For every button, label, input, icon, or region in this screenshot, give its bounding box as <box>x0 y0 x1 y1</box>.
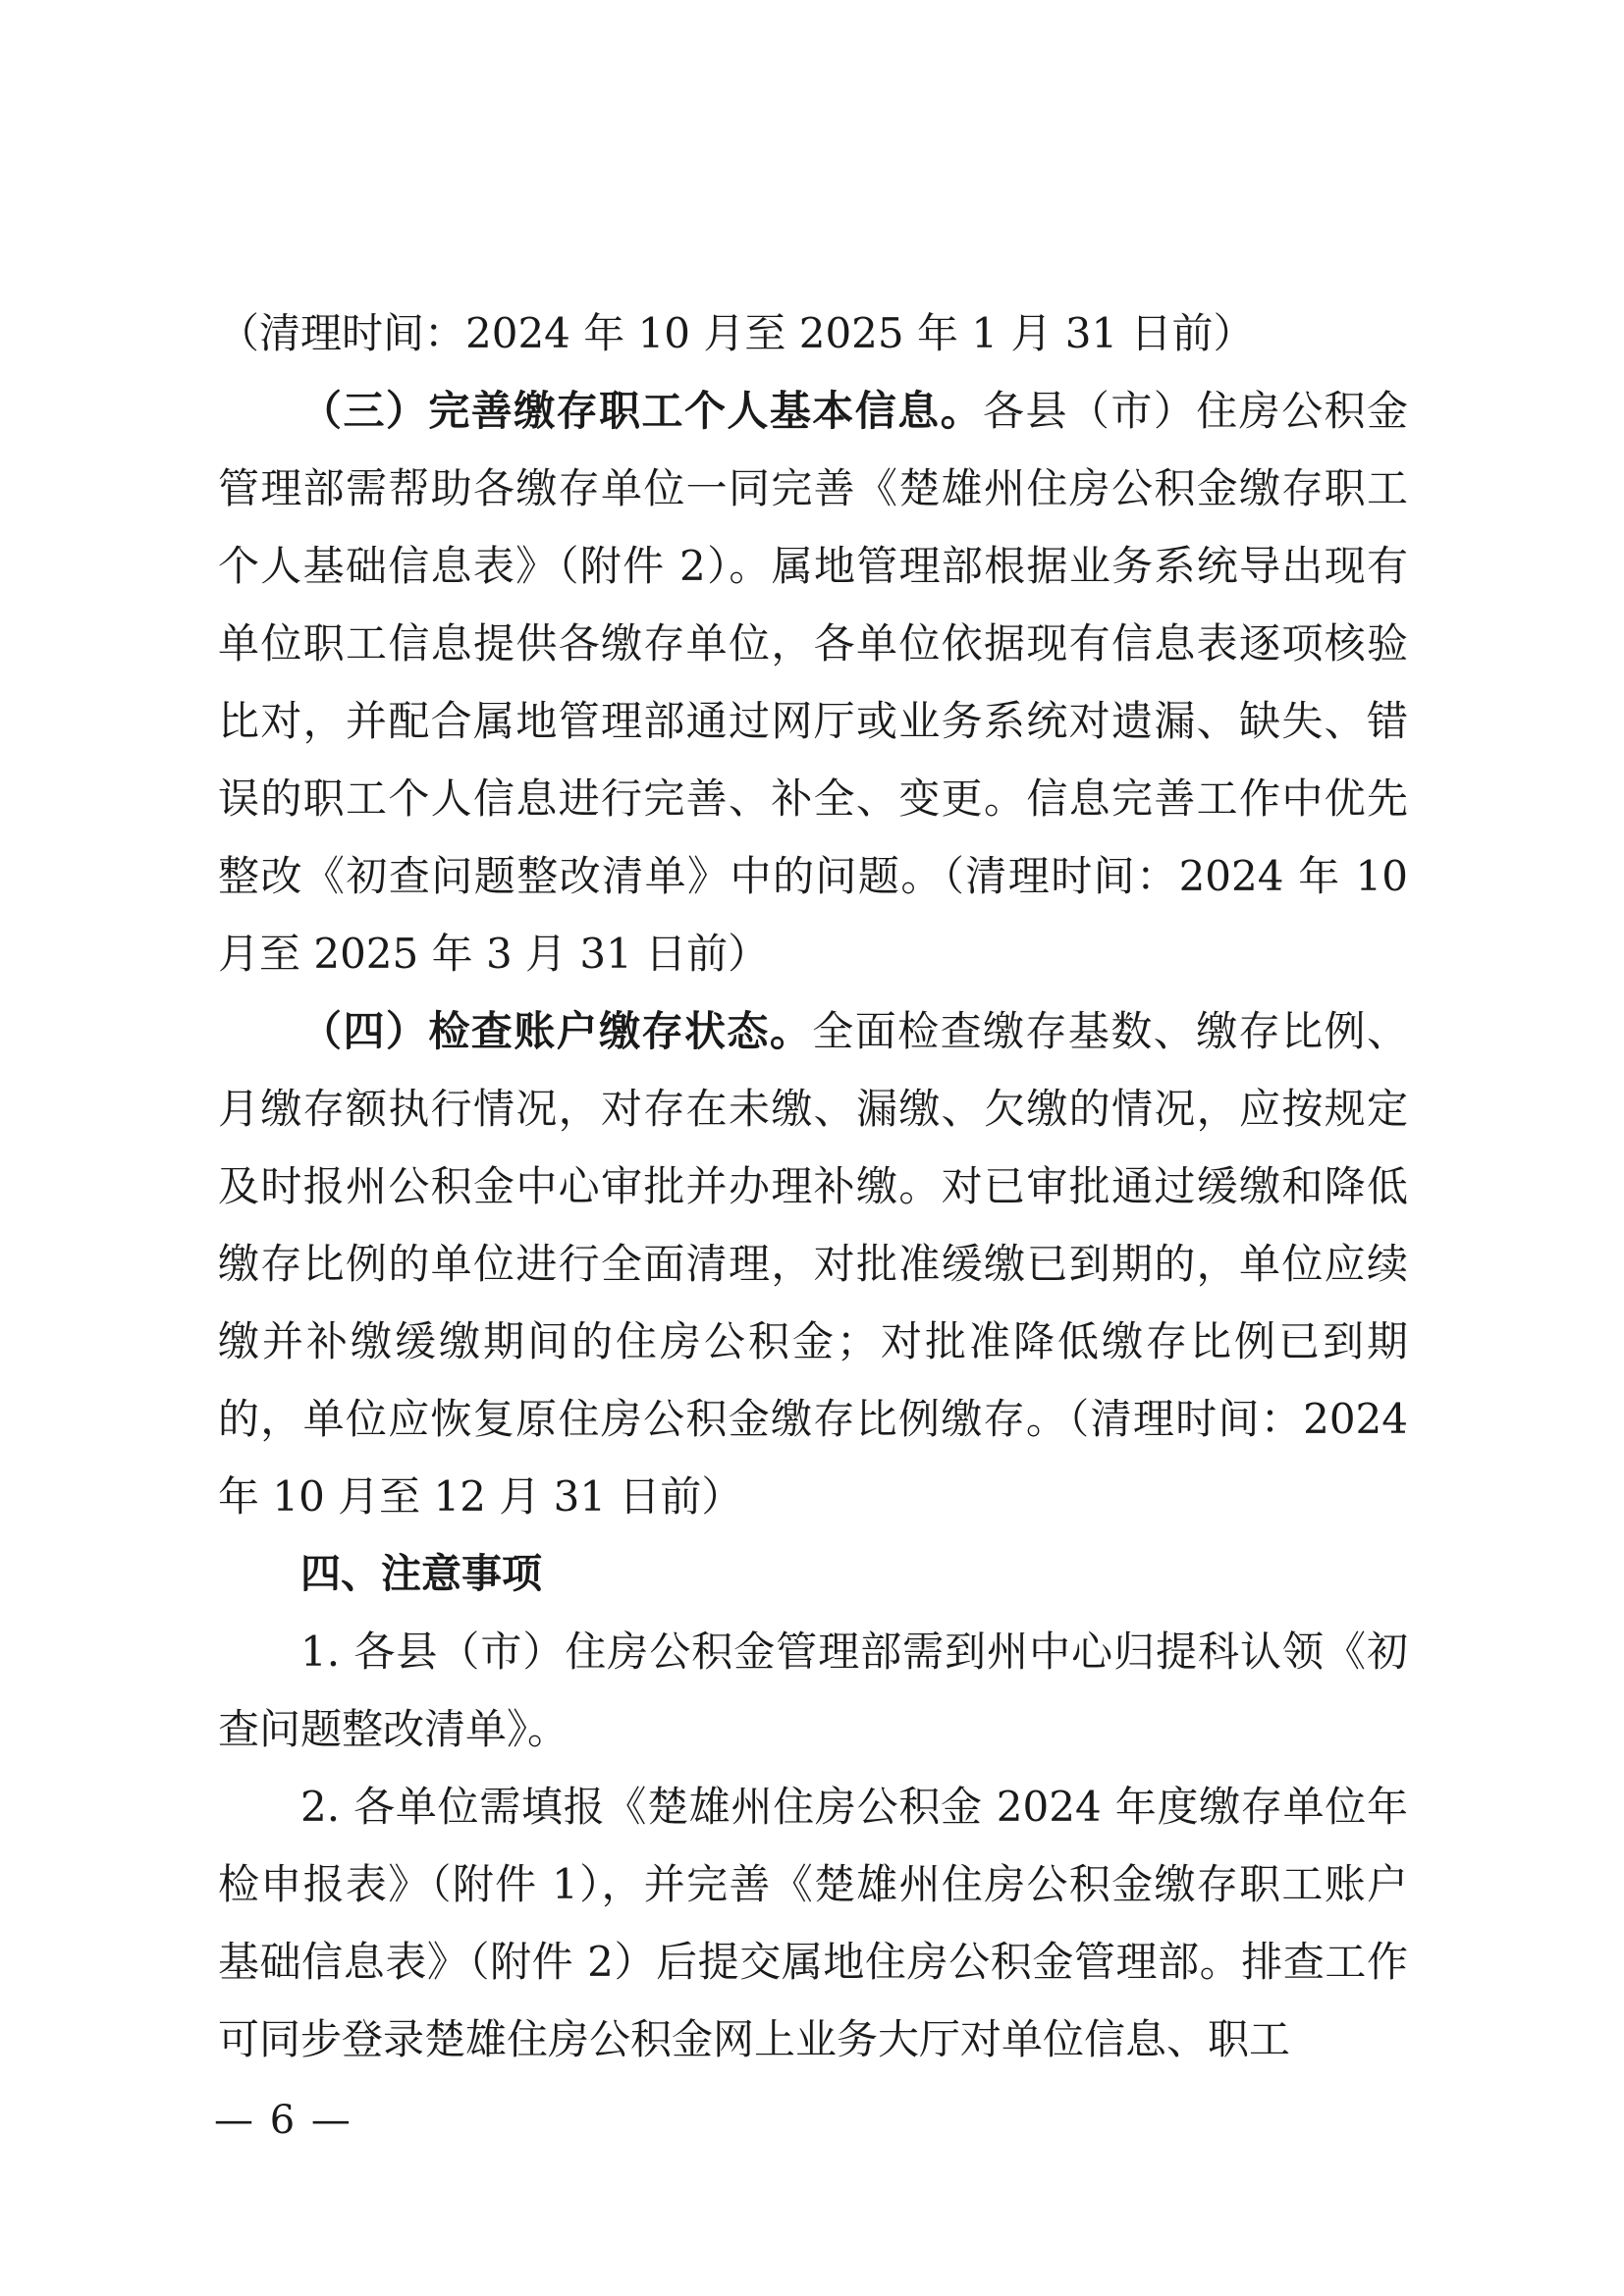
note-item-1: 1. 各县（市）住房公积金管理部需到州中心归提科认领《初查问题整改清单》。 <box>218 1628 1408 1753</box>
paragraph-clean-time: （清理时间：2024 年 10 月至 2025 年 1 月 31 日前） <box>218 309 1255 357</box>
page-number: — 6 — <box>214 2098 352 2143</box>
paragraph-section-3 <box>218 372 1408 992</box>
document-body <box>218 294 1408 2078</box>
heading-notes: 四、注意事项 <box>300 1550 542 1597</box>
section-4-lead: （四）检查账户缴存状态。 <box>300 1007 813 1055</box>
section-3-text: 各县（市）住房公积金管理部需帮助各缴存单位一同完善《楚雄州住房公积金缴存职工个人基础信息表》（附件 2）。属地管理部根据业务系统导出现有单位职工信息提供各缴存单位，各单位依据现有信息表逐项核验比对，并配合属地管理部通过网厅或业务系统对遗漏、缺失、错误的职工个人信息进行完善、补全、变更。信息完善工作中优先整改《初查问题整改清单》中的问题。（清理时间：2024 年 10 月至 2025 年 3 月 31 日前） <box>218 387 1408 978</box>
paragraph-section-4 <box>218 992 1408 1535</box>
note-item-2: 2. 各单位需填报《楚雄州住房公积金 2024 年度缴存单位年检申报表》（附件 1），并完善《楚雄州住房公积金缴存职工账户基础信息表》（附件 2）后提交属地住房公积金管理部。排查工作可同步登录楚雄住房公积金网上业务大厅对单位信息、职工 <box>218 1783 1408 2063</box>
section-3-lead: （三）完善缴存职工个人基本信息。 <box>300 387 984 435</box>
section-4-text: 全面检查缴存基数、缴存比例、月缴存额执行情况，对存在未缴、漏缴、欠缴的情况，应按规定及时报州公积金中心审批并办理补缴。对已审批通过缓缴和降低缴存比例的单位进行全面清理，对批准缓缴已到期的，单位应续缴并补缴缓缴期间的住房公积金；对批准降低缴存比例已到期的，单位应恢复原住房公积金缴存比例缴存。（清理时间：2024 年 10 月至 12 月 31 日前） <box>218 1007 1408 1521</box>
